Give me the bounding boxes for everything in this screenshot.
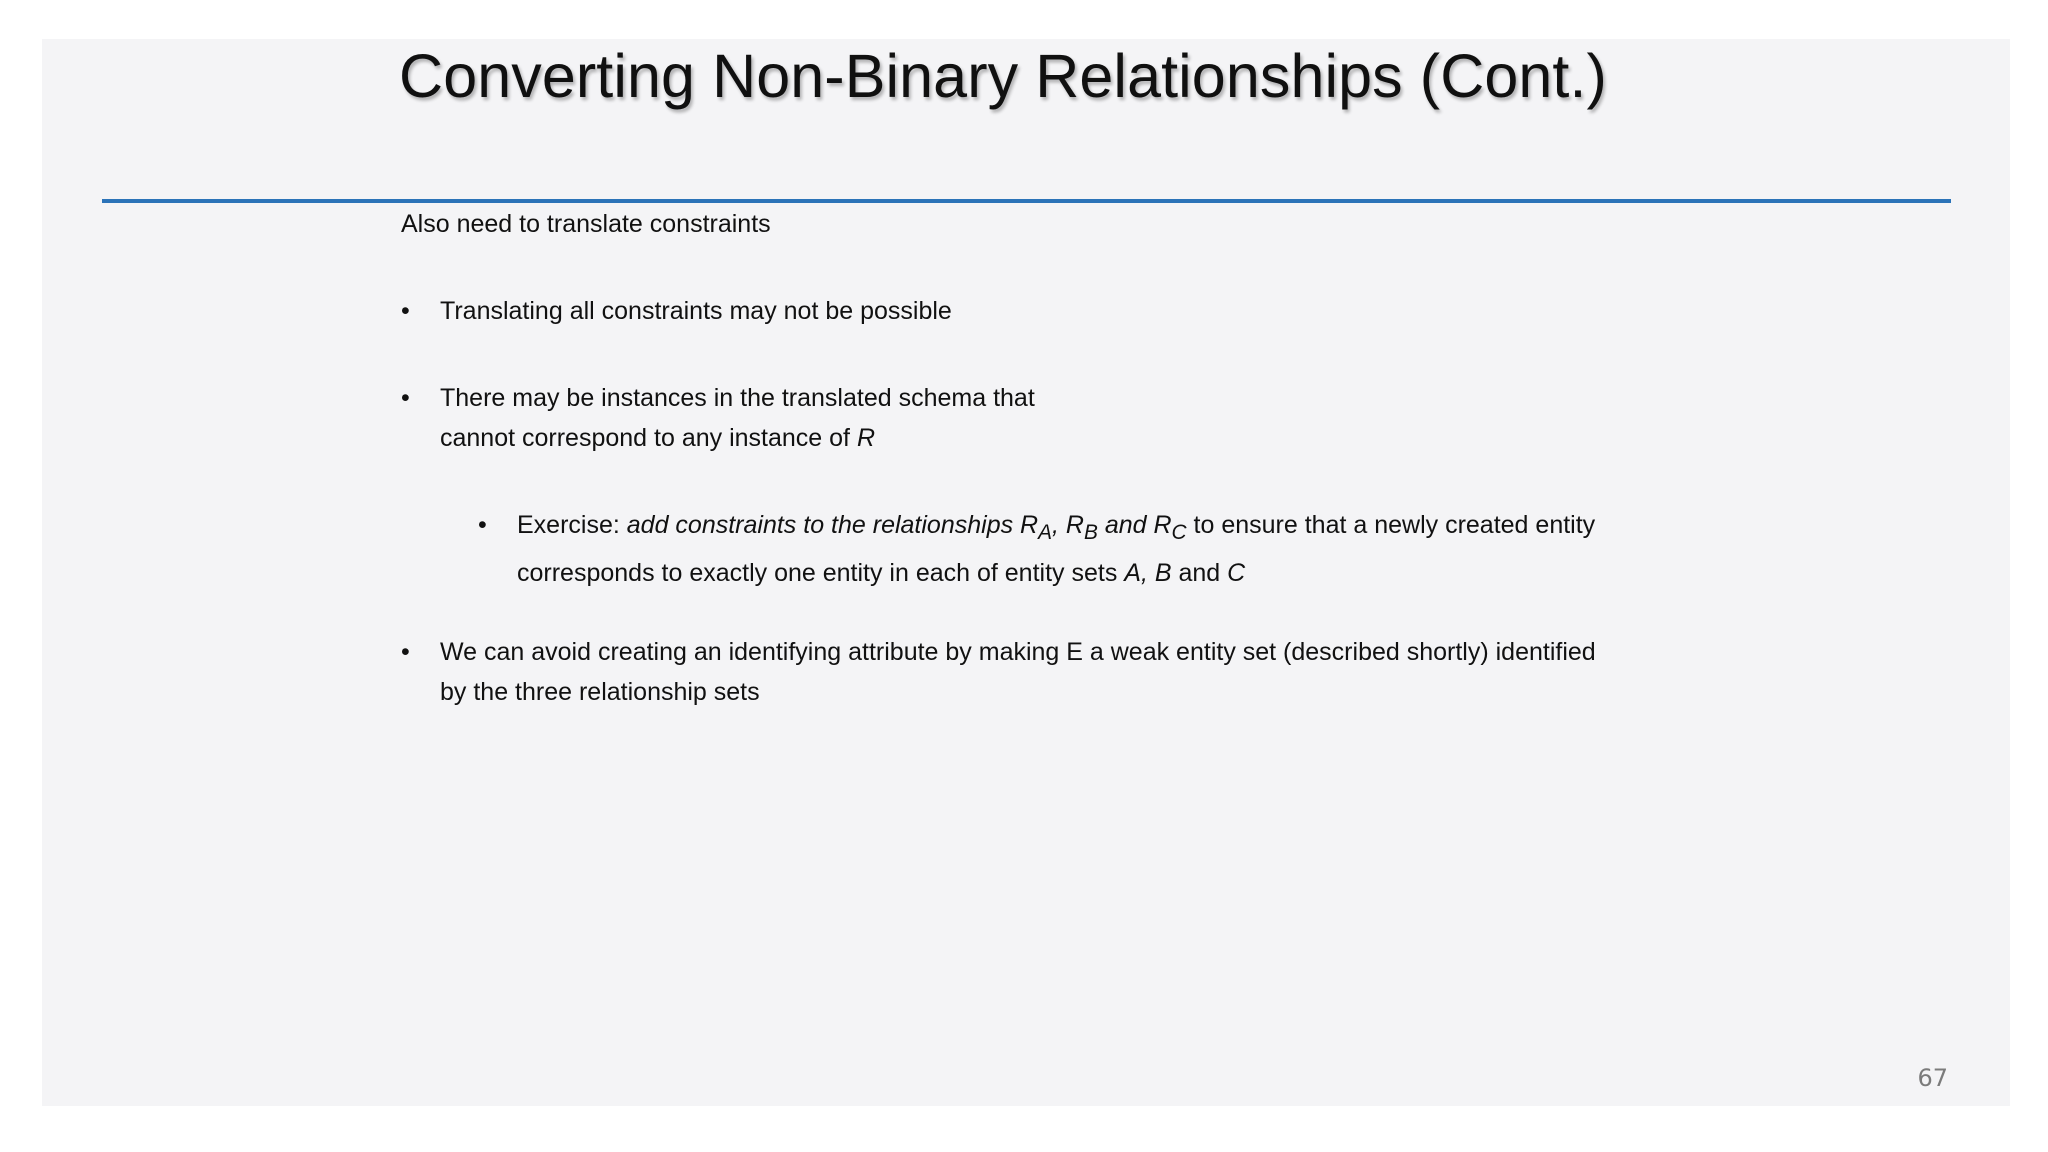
subscript-a: A (1038, 521, 1053, 544)
title-divider (102, 199, 1951, 203)
bullet-line: cannot correspond to any instance of (440, 424, 857, 452)
exercise-instruction: add constraints to the relationships R (626, 511, 1039, 539)
bullet-line: We can avoid creating an identifying attribute by making E a weak entity set (described shortly) identified (440, 638, 1596, 666)
sub-bullet-item (401, 505, 1701, 593)
bullet-line: There may be instances in the translated schema that (440, 384, 1035, 412)
sub-bullet-symbol: • (478, 511, 487, 539)
entity-set-c: C (1227, 559, 1246, 587)
subscript-c: C (1171, 521, 1187, 544)
bullet-symbol: • (401, 384, 410, 412)
bullet-text (440, 378, 1685, 458)
exercise-instruction-part: and R (1097, 511, 1172, 539)
slide-title: Converting Non-Binary Relationships (Cont.) (399, 42, 1607, 110)
bullet-item (401, 291, 1701, 331)
bullet-line: by the three relationship sets (440, 678, 760, 706)
exercise-suffix: to ensure that a newly created entity (1186, 511, 1596, 539)
intro-text: Also need to translate constraints (401, 210, 771, 238)
bullet-text (440, 632, 1685, 712)
slide-content (401, 204, 1701, 706)
page-number: 67 (1917, 1064, 1948, 1092)
bullet-symbol: • (401, 297, 410, 325)
subscript-b: B (1083, 521, 1098, 544)
bullet-text: Translating all constraints may not be possible (440, 297, 952, 325)
exercise-conjunction: and (1171, 559, 1228, 587)
bullet-item (401, 378, 1701, 458)
exercise-instruction-part: , R (1052, 511, 1084, 539)
relationship-name: R (856, 424, 875, 452)
bullet-symbol: • (401, 638, 410, 666)
exercise-label: Exercise: (517, 511, 627, 539)
sub-bullet-text (517, 505, 1701, 593)
bullet-item (401, 632, 1701, 712)
entity-sets-ab: A, B (1124, 559, 1172, 587)
exercise-line-2: corresponds to exactly one entity in each of entity sets (517, 559, 1125, 587)
slide (42, 39, 2010, 1106)
